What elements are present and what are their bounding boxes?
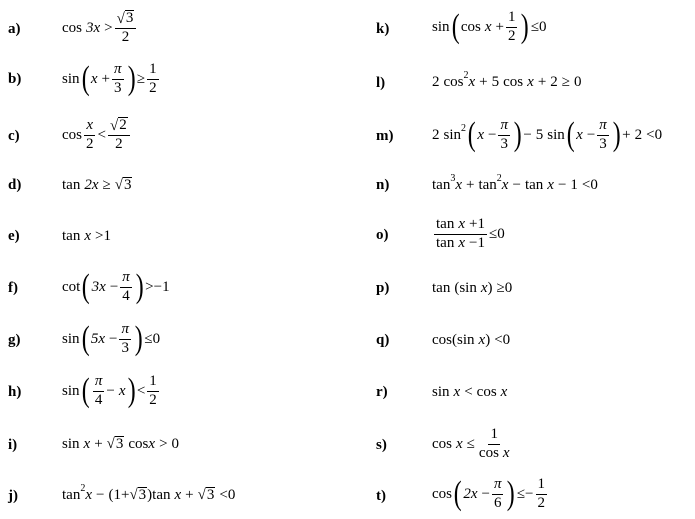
math-token: tan — [524, 176, 544, 193]
parenthesis: ( — [566, 116, 575, 153]
math-token: x — [478, 331, 486, 348]
math-token: π — [597, 118, 609, 136]
math-token: − — [153, 278, 163, 295]
exponent: 2 — [80, 483, 86, 494]
math-token: − — [469, 234, 478, 251]
math-token: ) — [487, 279, 493, 296]
math-token: x — [527, 73, 534, 90]
math-token: > — [95, 227, 104, 244]
problem-b-expression — [62, 58, 161, 100]
math-token: √ — [197, 487, 206, 504]
math-token: √ — [114, 177, 123, 194]
fraction — [506, 10, 518, 45]
fn-cos: cos — [62, 19, 82, 36]
math-token: 1 — [162, 278, 170, 295]
fraction — [597, 118, 609, 153]
problem-label-m: m) — [376, 128, 394, 144]
math-token: π — [498, 118, 510, 136]
math-token — [434, 217, 487, 235]
math-token: − — [523, 126, 532, 143]
fraction — [119, 322, 131, 357]
math-token: π — [119, 322, 131, 340]
parenthesis: ) — [135, 268, 144, 305]
math-token: π — [112, 62, 124, 80]
math-token: 2 — [432, 73, 440, 90]
parenthesis: ( — [81, 60, 90, 97]
fraction — [112, 62, 124, 97]
math-token: cos — [476, 383, 497, 400]
math-token: 3 — [138, 486, 147, 503]
math-token: ≥ — [136, 70, 146, 87]
math-token: tan — [432, 279, 451, 296]
math-token: 1 — [477, 215, 485, 232]
math-token: sin — [547, 126, 565, 143]
math-token: π — [93, 374, 105, 392]
math-token: 2 — [634, 126, 643, 143]
math-token: x — [84, 118, 95, 136]
math-token: x — [576, 126, 583, 143]
math-token: 0 — [590, 176, 598, 193]
math-token: < — [219, 486, 228, 503]
math-token: 1 — [570, 176, 578, 193]
math-token: x — [118, 382, 126, 399]
math-token: sin — [443, 126, 462, 143]
square-root — [198, 487, 216, 504]
fraction — [93, 374, 105, 409]
math-token: + — [94, 435, 103, 452]
math-token: 0 — [539, 18, 547, 35]
math-token: 2 — [537, 494, 546, 511]
math-token: 4 — [94, 391, 103, 408]
math-token: + — [495, 18, 504, 35]
parenthesis: ( — [82, 268, 90, 305]
math-token: 2 — [86, 135, 94, 152]
problem-label-t: t) — [376, 488, 386, 504]
math-token: 3 — [113, 79, 122, 96]
fraction — [147, 374, 159, 409]
math-token: < — [581, 176, 591, 193]
math-token: 2 — [550, 73, 558, 90]
parenthesis: ) — [134, 320, 143, 357]
problem-k-expression — [432, 6, 547, 48]
problem-label-s: s) — [376, 437, 387, 453]
math-token: x — [477, 126, 485, 143]
math-token: − — [488, 126, 497, 143]
problem-label-f: f) — [8, 280, 18, 296]
problem-label-l: l) — [376, 75, 386, 91]
problem-d-expression — [62, 174, 132, 196]
math-token: < — [136, 382, 146, 399]
math-token: 1 — [536, 477, 548, 495]
math-token: 3 — [115, 435, 124, 452]
math-token: 1 — [103, 227, 111, 244]
problem-label-a: a) — [8, 21, 21, 37]
fraction — [84, 118, 96, 153]
math-token: − — [481, 485, 490, 502]
math-token: x — [458, 215, 465, 232]
operator: > — [104, 19, 113, 36]
problem-a-expression — [62, 8, 138, 48]
math-token: tan — [62, 486, 81, 503]
fraction — [477, 427, 512, 462]
math-token: 5x — [90, 330, 106, 347]
problem-e-expression — [62, 225, 111, 247]
math-token: cos — [432, 435, 452, 452]
math-token: 0 — [574, 73, 582, 90]
math-token: x — [500, 383, 508, 400]
math-token: tan — [432, 176, 451, 193]
math-token: x — [90, 70, 98, 87]
problem-f-expression — [62, 266, 170, 308]
math-token: ≤ — [530, 18, 540, 35]
math-token: tan — [436, 234, 455, 251]
problem-label-r: r) — [376, 384, 388, 400]
problem-label-k: k) — [376, 21, 390, 37]
math-token: x — [468, 73, 476, 90]
math-token: 2 — [121, 29, 130, 45]
problem-s-expression — [432, 422, 514, 466]
math-token: x — [174, 486, 182, 503]
problem-n-expression — [432, 174, 598, 196]
problem-label-o: o) — [376, 227, 389, 243]
math-token: 2x — [463, 485, 478, 502]
math-token: 1 — [147, 62, 159, 80]
math-token: π — [492, 477, 504, 495]
problem-j-expression — [62, 484, 235, 506]
math-token: tan — [478, 176, 497, 193]
math-token: − — [96, 486, 105, 503]
math-token: − — [106, 382, 115, 399]
math-token: x — [85, 486, 92, 503]
math-token: tan — [436, 215, 455, 232]
math-token: cos — [432, 331, 452, 348]
math-token: ≥ — [102, 176, 111, 193]
problem-i-expression — [62, 433, 179, 455]
math-token: > — [145, 278, 154, 295]
math-token — [434, 235, 487, 252]
math-token: 2 — [149, 391, 157, 408]
math-token: 6 — [493, 494, 502, 511]
math-token: √ — [106, 436, 115, 453]
problem-h-expression — [62, 370, 161, 412]
problem-label-h: h) — [8, 384, 22, 400]
math-token: x — [484, 18, 492, 35]
math-token: ) — [147, 486, 153, 503]
math-token: 5 — [491, 73, 500, 90]
problem-q-expression — [432, 329, 510, 351]
math-token: < — [97, 126, 106, 143]
math-token: 2 — [119, 117, 127, 134]
fraction — [108, 117, 130, 153]
math-token: sin — [457, 331, 475, 348]
math-token: > — [159, 435, 168, 452]
math-token: π — [120, 270, 132, 288]
math-token: − — [525, 485, 534, 502]
problem-label-n: n) — [376, 177, 390, 193]
problem-label-i: i) — [8, 437, 18, 453]
math-token: cos — [478, 444, 499, 461]
problem-r-expression — [432, 381, 507, 403]
math-token: − — [109, 330, 118, 347]
math-token: x — [458, 234, 465, 251]
problem-label-p: p) — [376, 280, 390, 296]
square-root — [115, 10, 137, 29]
math-token: cos — [62, 126, 82, 143]
math-token: 3x — [91, 278, 106, 295]
math-token: ≤ — [516, 485, 526, 502]
math-token: − — [109, 278, 119, 295]
problem-label-b: b) — [8, 71, 22, 87]
fraction — [434, 217, 487, 252]
math-token: 0 — [502, 331, 511, 348]
problem-m-expression — [432, 114, 662, 156]
math-token: tan — [62, 227, 81, 244]
math-token: x — [456, 435, 463, 452]
math-token: 1 — [477, 234, 485, 251]
math-token: cos — [460, 18, 481, 35]
math-token: ( — [454, 279, 460, 296]
problem-l-expression — [432, 71, 582, 93]
math-token: x — [501, 176, 509, 193]
math-token: 3 — [500, 135, 508, 152]
parenthesis: ( — [81, 320, 90, 357]
fraction — [498, 118, 510, 153]
problem-label-q: q) — [376, 332, 390, 348]
math-token: tan — [62, 176, 81, 193]
exponent: 2 — [461, 123, 467, 134]
math-token: 1 — [147, 374, 159, 392]
math-token: 2 — [115, 136, 123, 152]
fraction — [147, 62, 159, 97]
math-token: 3 — [206, 486, 215, 503]
math-token: √ — [109, 118, 119, 134]
square-root — [129, 487, 147, 504]
math-token: + — [466, 176, 475, 193]
math-token: 2 — [149, 79, 157, 96]
math-token: ( — [452, 331, 457, 348]
math-token: x — [453, 383, 461, 400]
math-token: + — [469, 215, 478, 232]
math-token: + — [185, 486, 194, 503]
fraction — [492, 477, 504, 512]
math-token: 1 — [506, 10, 518, 28]
math-token: ≤ — [488, 225, 498, 242]
fn-sin: sin — [62, 70, 80, 87]
exponent: 2 — [463, 70, 469, 81]
math-token: sin — [62, 435, 80, 452]
math-token: cos — [128, 435, 149, 452]
problem-g-expression — [62, 318, 160, 360]
math-token — [477, 445, 512, 462]
math-token: 3 — [121, 339, 129, 356]
problem-label-j: j) — [8, 488, 18, 504]
math-token: ≥ — [561, 73, 571, 90]
math-token: x — [547, 176, 554, 193]
math-token: 5 — [535, 126, 544, 143]
parenthesis: ) — [127, 60, 136, 97]
math-token: x — [502, 444, 510, 461]
parenthesis: ) — [521, 8, 530, 45]
math-token: + — [101, 70, 110, 87]
problem-label-e: e) — [8, 228, 20, 244]
parenthesis: ( — [451, 8, 460, 45]
math-token: 1 — [488, 427, 500, 445]
problem-t-expression — [432, 473, 549, 515]
math-token: 0 — [171, 435, 180, 452]
math-token: √ — [116, 11, 125, 27]
math-token: < — [494, 331, 503, 348]
math-token: cos — [503, 73, 524, 90]
math-token: − — [512, 176, 521, 193]
math-token: sin — [432, 18, 450, 35]
problem-label-g: g) — [8, 332, 21, 348]
parenthesis: ( — [81, 372, 90, 409]
parenthesis: ) — [507, 475, 516, 512]
math-token: ≥ — [496, 279, 505, 296]
math-token: < — [464, 383, 473, 400]
parenthesis: ( — [467, 116, 476, 153]
parenthesis: ( — [453, 475, 462, 512]
problem-label-d: d) — [8, 177, 22, 193]
math-token: x — [84, 227, 91, 244]
math-token: x — [83, 435, 91, 452]
math-token: ≤ — [466, 435, 475, 452]
problem-label-c: c) — [8, 128, 20, 144]
problem-p-expression — [432, 277, 512, 299]
fraction — [115, 10, 137, 46]
parenthesis: ) — [513, 116, 522, 153]
math-token: 4 — [122, 287, 130, 304]
math-token: 0 — [504, 279, 513, 296]
exponent: 3 — [450, 173, 456, 184]
math-token: cos — [432, 485, 452, 502]
math-token: − — [557, 176, 567, 193]
math-token: cot — [62, 278, 81, 295]
math-token: cos — [443, 73, 464, 90]
math-token: 0 — [227, 486, 236, 503]
math-token: 2 — [507, 27, 516, 44]
math-token: sin — [62, 382, 80, 399]
square-root — [115, 177, 133, 194]
math-token: < — [646, 126, 655, 143]
arg: 3x — [86, 19, 101, 36]
math-token: 0 — [497, 225, 505, 242]
math-token: + — [537, 73, 547, 90]
fraction — [120, 270, 132, 305]
math-token: ) — [485, 331, 491, 348]
math-token: 3 — [125, 10, 134, 27]
square-root — [107, 436, 125, 453]
fraction — [536, 477, 548, 512]
exponent: 2 — [496, 173, 502, 184]
math-token: − — [586, 126, 596, 143]
math-token: 0 — [654, 126, 663, 143]
math-token: 1 — [113, 486, 121, 503]
math-token: ≤ — [144, 330, 153, 347]
problem-o-expression — [432, 212, 505, 256]
math-token: + — [120, 486, 130, 503]
parenthesis: ) — [127, 372, 136, 409]
math-token: x — [480, 279, 488, 296]
math-token: ( — [108, 486, 114, 503]
math-token: sin — [432, 383, 450, 400]
math-token: √ — [129, 487, 138, 504]
math-token: 0 — [152, 330, 161, 347]
math-token: x — [455, 176, 462, 193]
math-token: 2 — [432, 126, 440, 143]
math-token: 3 — [123, 176, 132, 193]
problem-c-expression — [62, 114, 132, 156]
math-token: tan — [152, 486, 171, 503]
parenthesis: ) — [612, 116, 621, 153]
math-token: x — [148, 435, 156, 452]
math-token: sin — [62, 330, 80, 347]
math-token: 3 — [599, 135, 607, 152]
math-token: + — [622, 126, 631, 143]
square-root — [108, 117, 130, 136]
math-token: sin — [459, 279, 477, 296]
math-token: + — [479, 73, 488, 90]
math-token: 2x — [84, 176, 99, 193]
